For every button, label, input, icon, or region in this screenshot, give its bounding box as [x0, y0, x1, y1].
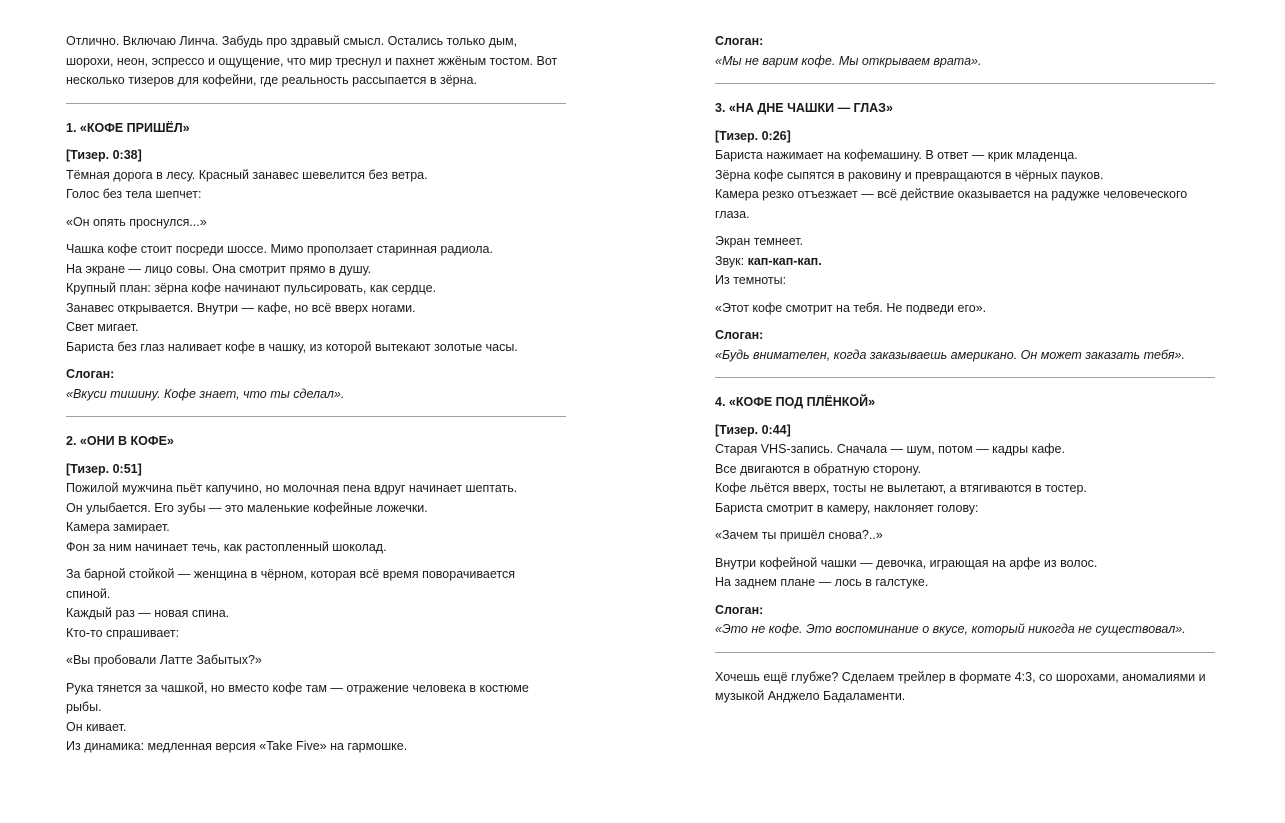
text-line: Тёмная дорога в лесу. Красный занавес шевелится без ветра. — [66, 167, 428, 182]
text-line: Внутри кофейной чашки — девочка, играющая на арфе из волос. — [715, 555, 1098, 570]
text-line: несколько тизеров для кофейни, где реальность рассыпается в зёрна. — [66, 73, 477, 87]
text-line: Из динамика: медленная версия «Take Five» на гармошке. — [66, 739, 408, 753]
teaser-1-quote: «Он опять проснулся...» — [66, 214, 207, 229]
slogan-label: Слоган: — [715, 34, 764, 48]
text-line: Все двигаются в обратную сторону. — [715, 461, 921, 476]
teaser-2-slogan: «Мы не варим кофе. Мы открываем врата». — [715, 53, 982, 68]
teaser-2-intro — [66, 460, 566, 558]
teaser-4-quote: «Зачем ты пришёл снова?..» — [715, 528, 883, 542]
slogan-label: Слоган: — [715, 328, 764, 342]
teaser-1-slogan: «Вкуси тишину. Кофе знает, что ты сделал». — [66, 386, 345, 401]
sound-value: кап-кап-кап. — [747, 253, 822, 268]
text-line: Кофе льётся вверх, тосты не вылетают, а втягиваются в тостер. — [715, 481, 1087, 495]
text-line: Бариста без глаз наливает кофе в чашку, из которой вытекают золотые часы. — [66, 339, 518, 354]
teaser-2-body-2 — [66, 679, 566, 757]
text-line: Пожилой мужчина пьёт капучино, но молочная пена вдруг начинает шептать. — [66, 481, 518, 495]
text-line: Зёрна кофе сыпятся в раковину и превращаются в чёрных пауков. — [715, 167, 1104, 182]
text-line: Старая VHS-запись. Сначала — шум, потом — кадры кафе. — [715, 442, 1065, 456]
teaser-3-title: 3. «НА ДНЕ ЧАШКИ — ГЛАЗ» — [715, 101, 893, 115]
text-line: Бариста нажимает на кофемашину. В ответ — крик младенца. — [715, 148, 1078, 162]
teaser-4-intro — [715, 421, 1215, 519]
teaser-3-intro — [715, 127, 1215, 225]
teaser-1-duration: [Тизер. 0:38] — [66, 148, 142, 162]
sound-line — [715, 252, 1215, 272]
text-line: Кто-то спрашивает: — [66, 625, 180, 640]
teaser-1-body — [66, 240, 566, 357]
teaser-3-slogan-block — [715, 326, 1215, 365]
section-divider — [715, 377, 1215, 378]
text-line: Каждый раз — новая спина. — [66, 606, 230, 620]
slogan-label: Слоган: — [715, 602, 764, 617]
section-divider — [66, 103, 566, 104]
teaser-4-body — [715, 554, 1215, 593]
teaser-3-slogan: «Будь внимателен, когда заказываешь американо. Он может заказать тебя». — [715, 347, 1185, 362]
teaser-3-quote: «Этот кофе смотрит на тебя. Не подведи его». — [715, 300, 987, 315]
teaser-2-body — [66, 565, 566, 643]
sound-label: Звук: — [715, 253, 748, 268]
outro-paragraph — [715, 668, 1215, 707]
text-line: Свет мигает. — [66, 320, 139, 334]
text-line: рыбы. — [66, 700, 102, 714]
text-line: Фон за ним начинает течь, как растопленный шоколад. — [66, 539, 387, 554]
slogan-label: Слоган: — [66, 367, 115, 381]
section-divider — [715, 652, 1215, 653]
teaser-2-duration: [Тизер. 0:51] — [66, 461, 142, 476]
text-line: Рука тянется за чашкой, но вместо кофе там — отражение человека в костюме — [66, 680, 529, 695]
text-line: Камера резко отъезжает — всё действие оказывается на радужке человеческого — [715, 187, 1188, 201]
left-column — [66, 32, 566, 765]
text-line: глаза. — [715, 206, 750, 221]
text-line: Он улыбается. Его зубы — это маленькие кофейные ложечки. — [66, 500, 428, 515]
teaser-4-title: 4. «КОФЕ ПОД ПЛЁНКОЙ» — [715, 395, 876, 409]
teaser-1-title: 1. «КОФЕ ПРИШЁЛ» — [66, 120, 190, 135]
right-column — [715, 32, 1215, 715]
teaser-3-duration: [Тизер. 0:26] — [715, 128, 791, 143]
text-line: Занавес открывается. Внутри — кафе, но всё вверх ногами. — [66, 300, 416, 315]
teaser-2-slogan-block — [715, 32, 1215, 71]
text-line: шорохи, неон, эспрессо и ощущение, что мир треснул и пахнет жжёным тостом. Вот — [66, 53, 558, 68]
text-line: Камера замирает. — [66, 520, 170, 534]
text-line: Голос без тела шепчет: — [66, 187, 202, 201]
intro-paragraph — [66, 32, 566, 91]
text-line: Бариста смотрит в камеру, наклоняет голову: — [715, 500, 979, 515]
text-line: Хочешь ещё глубже? Сделаем трейлер в формате 4:3, со шорохами, аномалиями и — [715, 669, 1206, 684]
teaser-4-slogan-block — [715, 601, 1215, 640]
section-divider — [715, 83, 1215, 84]
section-divider — [66, 416, 566, 417]
text-line: За барной стойкой — женщина в чёрном, которая всё время поворачивается — [66, 567, 515, 581]
text-line: Он кивает. — [66, 719, 127, 734]
teaser-3-body — [715, 232, 1215, 291]
text-line: На экране — лицо совы. Она смотрит прямо в душу. — [66, 261, 372, 276]
teaser-4-slogan: «Это не кофе. Это воспоминание о вкусе, который никогда не существовал». — [715, 622, 1186, 636]
teaser-2-quote: «Вы пробовали Латте Забытых?» — [66, 653, 262, 667]
text-line: Отлично. Включаю Линча. Забудь про здравый смысл. Остались только дым, — [66, 34, 518, 48]
text-line: спиной. — [66, 586, 111, 601]
text-line: Крупный план: зёрна кофе начинают пульсировать, как сердце. — [66, 281, 437, 295]
teaser-4-duration: [Тизер. 0:44] — [715, 422, 791, 437]
teaser-2-title: 2. «ОНИ В КОФЕ» — [66, 434, 174, 448]
teaser-1-intro — [66, 146, 566, 205]
teaser-1-slogan-block — [66, 365, 566, 404]
text-line: музыкой Анджело Бадаламенти. — [715, 689, 906, 703]
text-line: На заднем плане — лось в галстуке. — [715, 575, 929, 589]
text-line: Экран темнеет. — [715, 234, 804, 248]
text-line: Чашка кофе стоит посреди шоссе. Мимо проползает старинная радиола. — [66, 242, 493, 256]
text-line: Из темноты: — [715, 273, 787, 287]
